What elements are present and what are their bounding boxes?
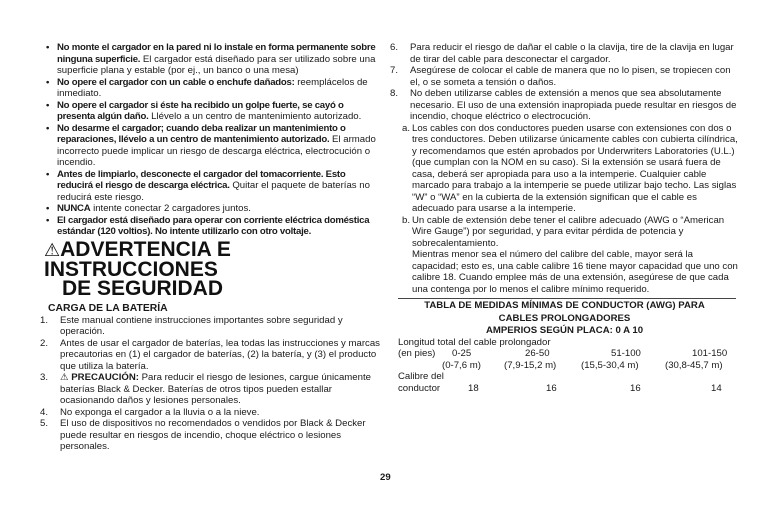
item-text: No deben utilizarse cables de extensión a menos que sea absolutamente necesario. El uso de una extensión inapropiada puede resultar en riesgos de incendio, choque eléctrico o electrocución. [410,88,737,122]
gauge-cell: 18 [468,382,479,394]
item-number: 3. [40,372,49,383]
feet-cell: 51-100 [611,348,641,359]
item-number: 6. [390,42,399,53]
item-number: 2. [40,337,49,349]
table-top-rule [398,298,736,299]
warning-triangle-icon: ⚠ [44,239,61,260]
item-text: Para reducir el riesgo de lesiones, cargue únicamente baterías Black & Decker. Baterías de otros tipos pueden estallar ocasionando daños y lesiones personales. [60,372,371,406]
warning-heading-line2: DE SEGURIDAD [62,276,224,300]
numbered-item [390,65,741,88]
table-title-line1: TABLA DE MEDIDAS MÍNIMAS DE CONDUCTOR (AWG) PARA [424,300,705,311]
gauge-cell: 16 [630,382,641,394]
item-number: 1. [40,314,49,326]
page-number: 29 [380,472,391,483]
item-number: 7. [390,65,399,76]
item-text: Para reducir el riesgo de dañar el cable o la clavija, tire de la clavija en lugar de tirar del cable para desconectar el cargador. [410,42,734,65]
table-title-line3: AMPERIOS SEGÚN PLACA: 0 A 10 [485,325,644,336]
item-number: 5. [40,418,49,429]
bullet-bold-text: NUNCA [57,203,91,214]
table-row-calibre-label [398,371,741,383]
bullet-dot: • [46,42,50,53]
bullet-dot: • [46,122,50,134]
warning-heading [44,237,380,300]
item-text: Antes de usar el cargador de baterías, lea todas las instrucciones y marcas precautorias en (1) el cargador de baterías, (2) la batería, y (3) el producto que utiliza la batería. [60,337,380,372]
numbered-item [390,88,741,123]
bullet-text: intente conectar 2 cargadores juntos. [90,203,251,214]
right-column [390,42,741,394]
meters-cell: (30,8-45,7 m) [665,359,723,371]
safety-bullet [48,215,380,238]
item-number: 8. [390,88,399,99]
numbered-item [40,337,380,373]
row-label-conductor: conductor [398,382,441,394]
safety-bullet [48,77,380,100]
bullet-dot: • [46,168,50,180]
left-column [40,42,380,453]
sub-item-a: a. Los cables con dos conductores pueden usarse con extensiones con dos o tres conductores. Deben utilizarse únicamente cables con cubierta cilíndrica, y recomendamos que estén aprobados por Underwriters Laboratories (U.L.) (que cumplan con la NOM en su caso). Si la extensión se usará fuera de casa, deberá ser apropiada para uso a la intemperie. Cualquier cable marcado para trabajo a la intemperie se puede utilizar bajo techo. Las siglas “W” o “WA” en la cubierta de la extensión significan que el cable es adecuado para usarse a la intemperie. [402,122,738,214]
meters-cell: (0-7,6 m) [442,359,481,371]
table-title-line2: CABLES PROLONGADORES [498,312,631,324]
safety-bullet [48,203,380,215]
numbered-item [40,372,380,407]
feet-cell: 26-50 [525,348,550,359]
bullet-text: Quitar el paquete de baterías no reducirá este riesgo. [57,180,370,203]
bullet-dot: • [46,99,50,111]
bullet-dot: • [46,76,50,88]
numbered-item [40,406,380,419]
numbered-list-left [40,314,380,453]
bullet-bold-text: No monte el cargador en la pared ni lo instale en forma permanente sobre ninguna superficie. [57,42,376,65]
sub-item-b-paragraph: Mientras menor sea el número del calibre del cable, mayor será la capacidad; esto es, una cable calibre 16 tiene mayor capacidad que uno con calibre 18. Cuando emplee más de una extensión, asegúrese de que cada una contenga por lo menos el calibre mínimo requerido. [412,249,738,295]
row-label-calibre: Calibre del [398,371,444,382]
caution-triangle-icon: ⚠ [60,372,69,383]
bullet-text: Llévelo a un centro de mantenimiento autorizado. [148,111,362,122]
safety-bullet [48,123,380,169]
item-number: 4. [40,406,49,418]
item-text: Este manual contiene instrucciones importantes sobre seguridad y operación. [60,314,343,337]
table-row-length-label [398,337,741,349]
numbered-item [40,314,380,338]
sub-item-b: b. Un cable de extensión debe tener el calibre adecuado (AWG o “American Wire Gauge”) por seguridad, y para evitar pérdida de potencia y sobrecalentamiento. [402,214,725,249]
bullet-bold-text: No desarme el cargador; cuando deba realizar un mantenimiento o reparaciones, llévelo a un centro de mantenimiento autorizado. [57,122,346,145]
bullet-text: El armado incorrecto puede implicar un riesgo de descarga eléctrica, electrocución o incendio. [57,134,376,168]
item-text: El uso de dispositivos no recomendados o vendidos por Black & Decker puede resultar en riesgos de incendio, choque eléctrico o lesiones personales. [60,418,366,452]
safety-bullet [48,42,380,77]
item-bold-text: PRECAUCIÓN: [68,372,139,383]
table-row-feet [398,348,741,360]
safety-bullet-list [48,42,380,238]
table-row-gauges [398,383,741,395]
meters-cell: (15,5-30,4 m) [581,359,639,371]
numbered-item [40,418,380,453]
row-label-feet: (en pies) [398,348,436,359]
bullet-bold-text: No opere el cargador si éste ha recibido un golpe fuerte, se cayó o presenta algún daño. [57,99,344,122]
gauge-cell: 14 [711,382,722,394]
meters-cell: (7,9-15,2 m) [504,359,557,371]
numbered-item [390,42,741,65]
gauge-cell: 16 [546,382,557,394]
warning-heading-line1: ADVERTENCIA E INSTRUCCIONES [44,237,231,281]
bullet-text: El cargador está diseñado para ser utilizado sobre una superficie plana y estable (por ej., un banco o una mesa) [57,53,376,76]
bullet-bold-text: El cargador está diseñado para operar con corriente eléctrica doméstica estándar (120 voltios). No intente utilizarlo con otro voltaje. [57,214,370,237]
safety-bullet [48,169,380,204]
bullet-text: reemplácelos de inmediato. [57,76,368,99]
item-text: Asegúrese de colocar el cable de manera que no lo pisen, se tropiecen con el, o se someta a tensión o daños. [410,65,731,88]
section-title: CARGA DE LA BATERÍA [48,302,168,314]
numbered-list-right [390,42,741,123]
awg-table [398,300,741,394]
item-text: No exponga el cargador a la lluvia o a la nieve. [60,406,260,418]
bullet-dot: • [46,214,50,226]
bullet-bold-text: Antes de limpiarlo, desconecte el cargador del tomacorriente. Esto reducirá el riesgo de descarga eléctrica. [57,168,346,191]
feet-cell: 101-150 [692,348,728,359]
feet-cell: 0-25 [452,348,472,359]
row-label-length: Longitud total del cable prolongador [398,336,551,348]
table-row-meters [398,360,741,372]
bullet-bold-text: No opere el cargador con un cable o enchufe dañados: [57,76,295,88]
bullet-dot: • [46,203,50,214]
safety-bullet [48,100,380,123]
